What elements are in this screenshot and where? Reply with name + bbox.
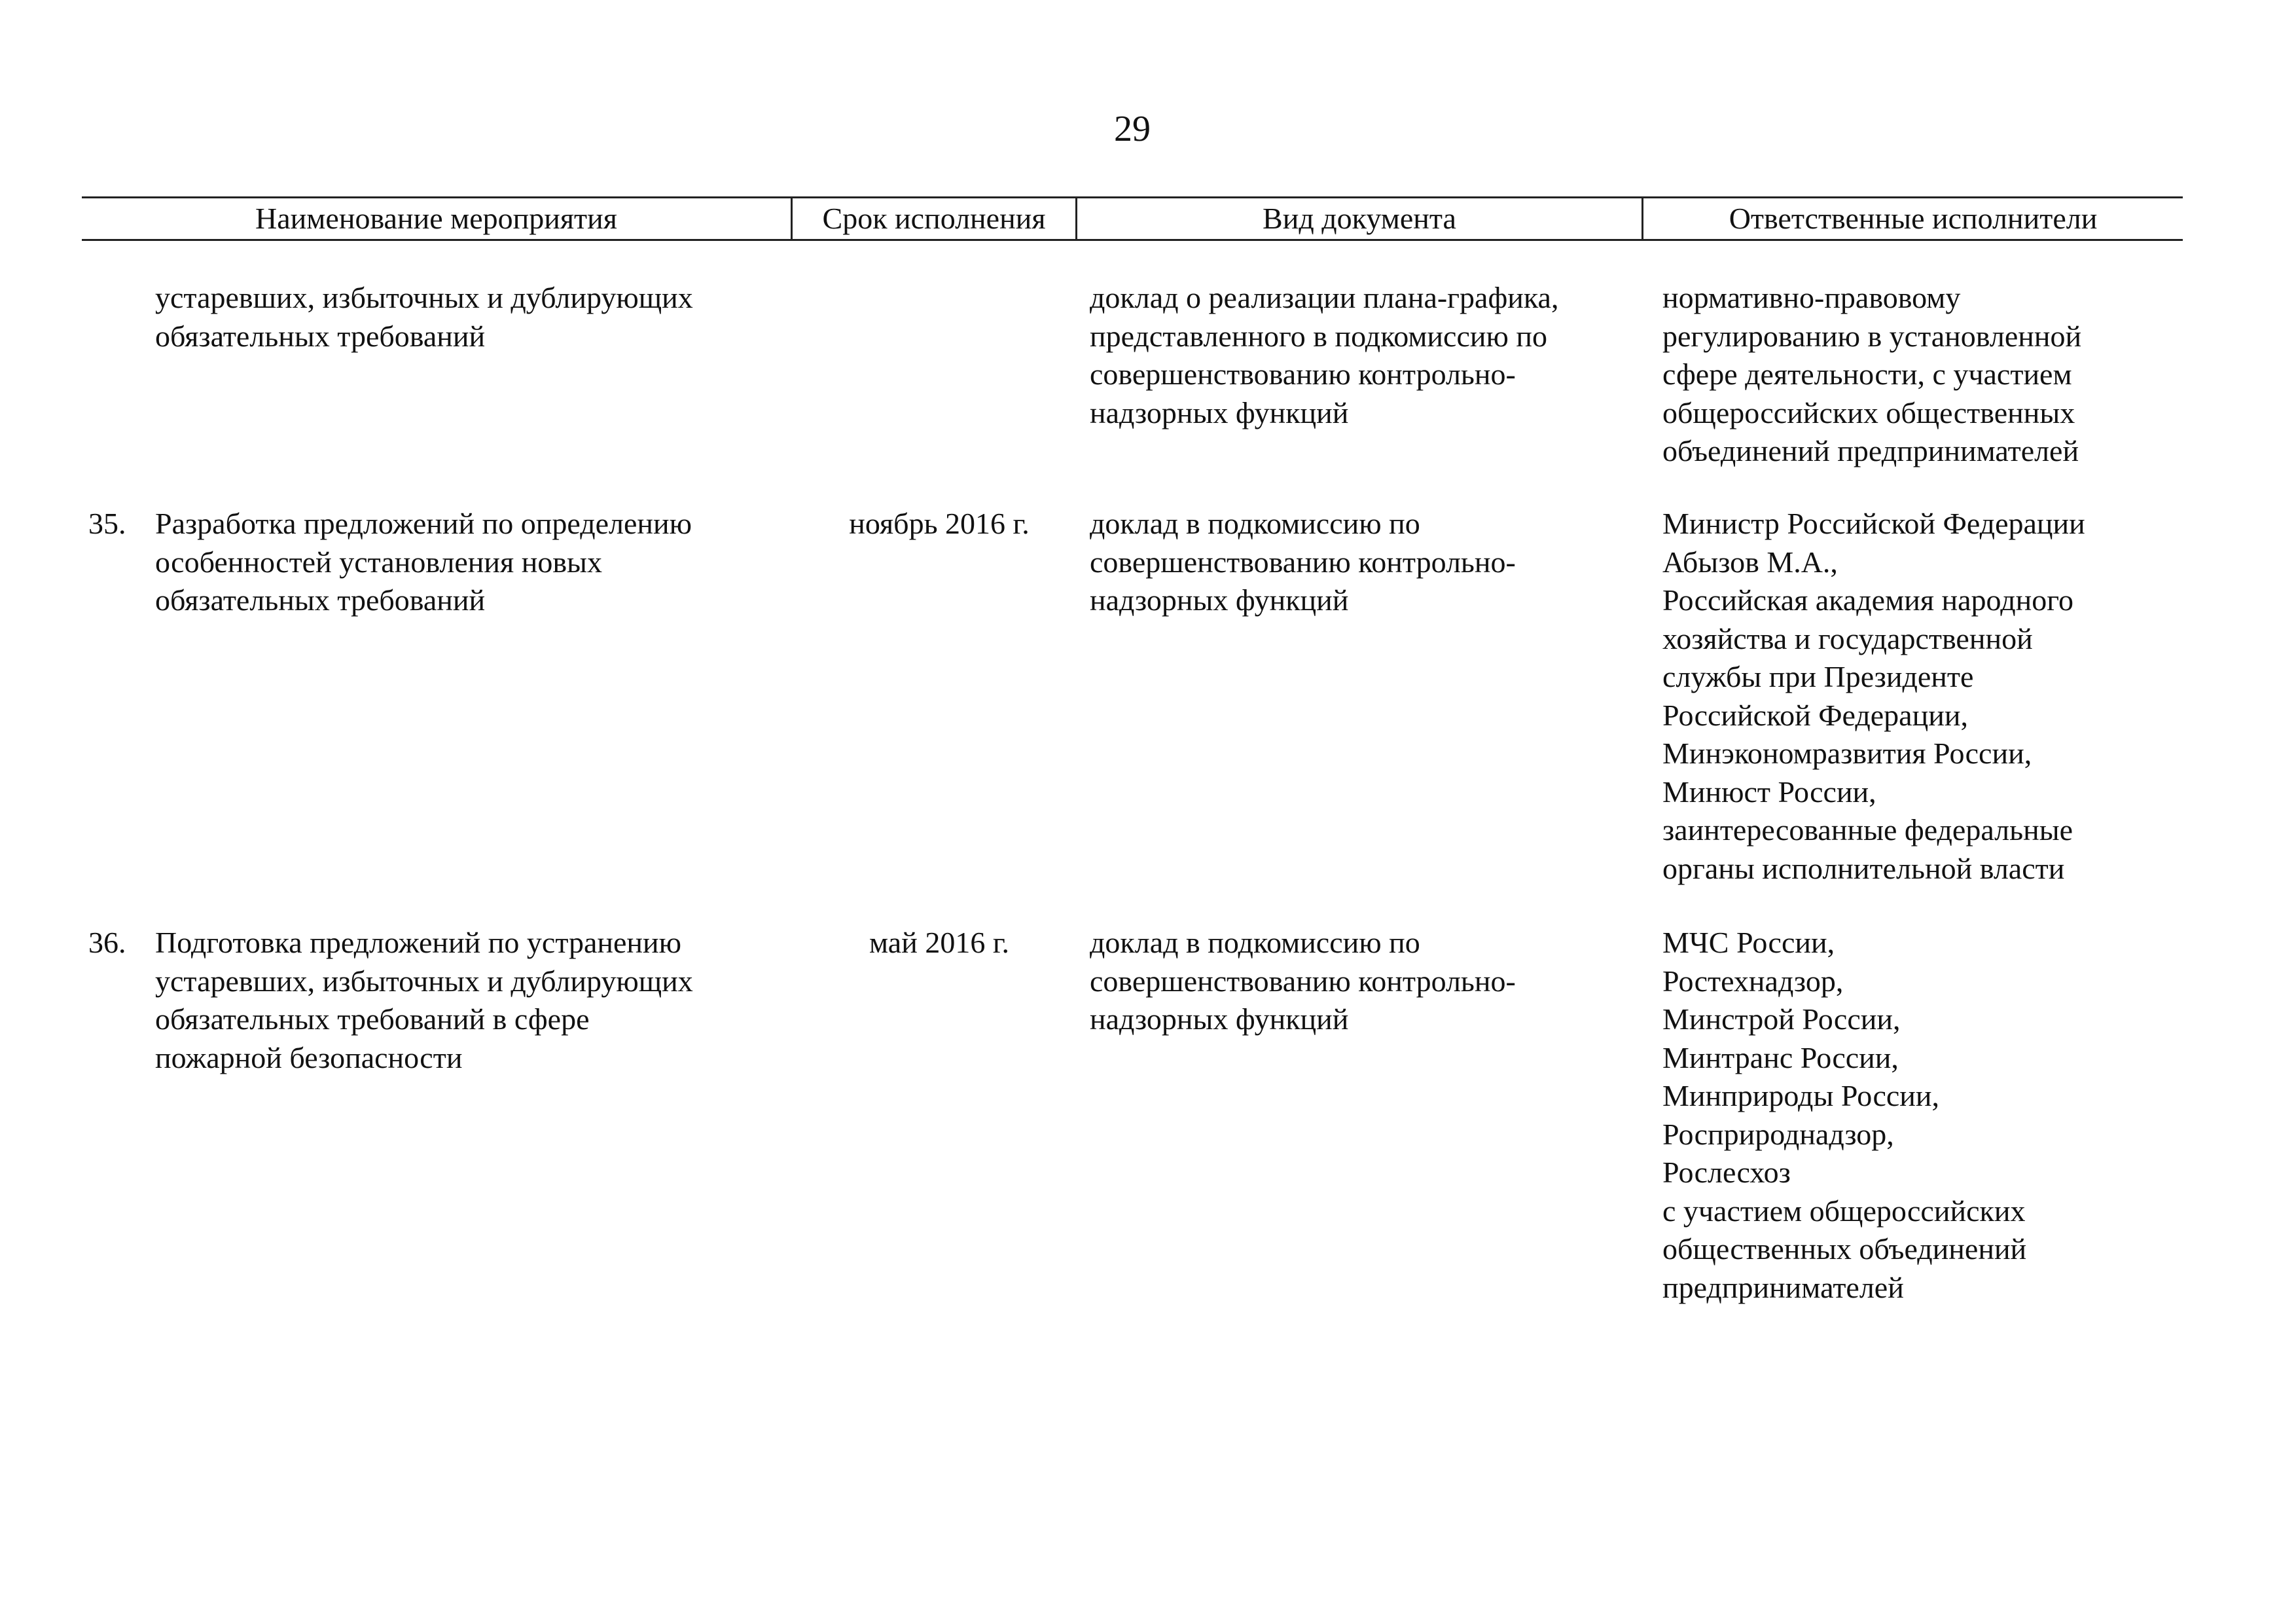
deadline: май 2016 г. <box>869 926 1009 959</box>
deadline: ноябрь 2016 г. <box>849 507 1030 540</box>
event-name: Подготовка предложений по устранению устаревших, избыточных и дублирующих обязательных требований в сфере пожарной безопасности <box>155 926 693 1074</box>
executors: Министр Российской Федерации Абызов М.А., Российская академия народного хозяйства и государственной службы при Президенте Российской Федерации, Минэкономразвития России, Минюст России, заинтересованные федеральные органы исполнительной власти <box>1662 507 2085 885</box>
header-deadline: Срок исполнения <box>822 202 1046 235</box>
document-type: доклад о реализации плана-графика, представленного в подкомиссию по совершенствованию контрольно- надзорных функций <box>1090 281 1559 429</box>
header-executors: Ответственные исполнители <box>1729 202 2098 235</box>
document-type: доклад в подкомиссию по совершенствованию контрольно- надзорных функций <box>1090 926 1516 1036</box>
event-name: Разработка предложений по определению особенностей установления новых обязательных требований <box>155 507 692 617</box>
row-number: 35. <box>88 507 126 540</box>
table-header <box>82 196 2183 241</box>
header-document-type: Вид документа <box>1263 202 1456 235</box>
executors: нормативно-правовому регулированию в установленной сфере деятельности, с участием общероссийских общественных объединений предпринимателей <box>1662 281 2082 467</box>
executors: МЧС России, Ростехнадзор, Минстрой России, Минтранс России, Минприроды России, Росприроднадзор, Рослесхоз с участием общероссийских общественных объединений предпринимателей <box>1662 926 2027 1304</box>
row-number: 36. <box>88 926 126 959</box>
header-event-name: Наименование мероприятия <box>255 202 617 235</box>
page-number: 29 <box>1114 109 1151 149</box>
document-type: доклад в подкомиссию по совершенствованию контрольно- надзорных функций <box>1090 507 1516 617</box>
event-name: устаревших, избыточных и дублирующих обязательных требований <box>155 281 693 353</box>
